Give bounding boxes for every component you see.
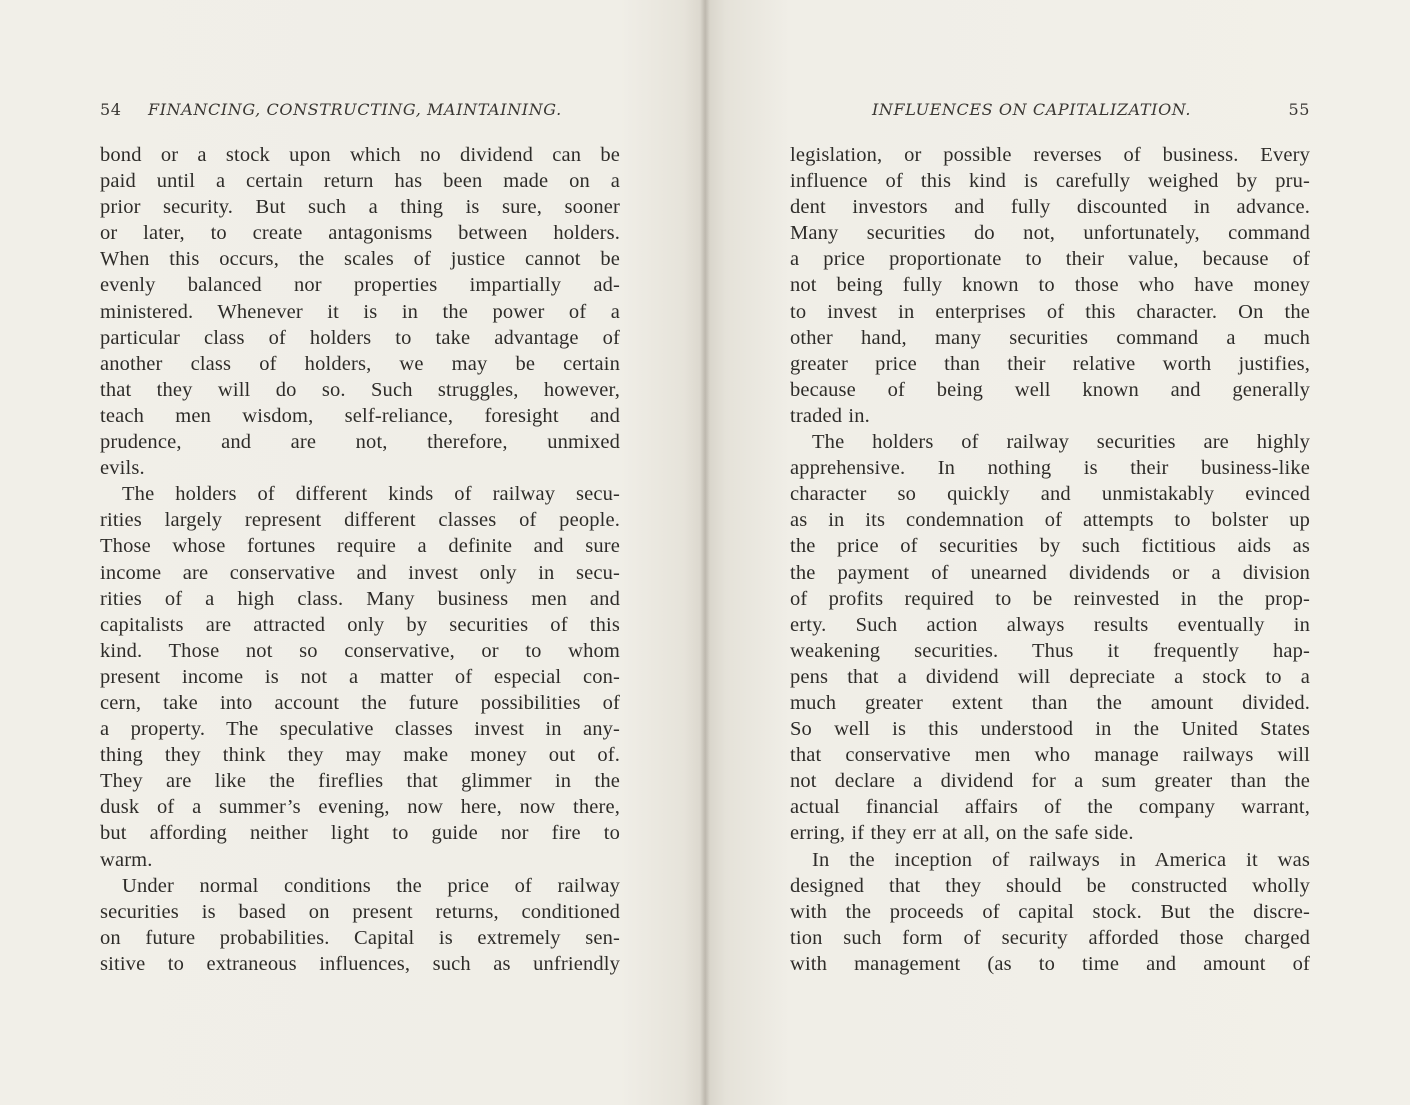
left-page-text	[100, 142, 620, 977]
text-line: as in its condemnation of attempts to bolster up	[790, 509, 1310, 532]
book-gutter	[700, 0, 710, 1105]
text-line: with the proceeds of capital stock. But the discre-	[790, 900, 1310, 923]
text-line: rities of a high class. Many business men and	[100, 587, 620, 610]
text-line: another class of holders, we may be certain	[100, 352, 620, 375]
left-running-head	[100, 100, 620, 124]
text-line: pens that a dividend will depreciate a stock to a	[790, 665, 1310, 688]
text-line: ministered. Whenever it is in the power of a	[100, 300, 620, 323]
text-line: securities is based on present returns, conditioned	[100, 900, 620, 923]
text-line: on future probabilities. Capital is extremely sen-	[100, 926, 620, 949]
text-line: They are like the fireflies that glimmer in the	[100, 770, 620, 793]
text-line: cern, take into account the future possibilities of	[100, 691, 620, 714]
text-line: other hand, many securities command a much	[790, 326, 1310, 349]
text-line: present income is not a matter of especial con-	[100, 665, 620, 688]
text-line: Many securities do not, unfortunately, command	[790, 222, 1310, 245]
text-line: a property. The speculative classes invest in any-	[100, 718, 620, 741]
text-line: character so quickly and unmistakably evinced	[790, 483, 1310, 506]
text-line: When this occurs, the scales of justice cannot be	[100, 248, 620, 271]
left-page-number: 54	[100, 100, 122, 119]
text-line: much greater extent than the amount divided.	[790, 691, 1310, 714]
text-line: with management (as to time and amount of	[790, 952, 1310, 975]
text-line: capitalists are attracted only by securities of this	[100, 613, 620, 636]
paragraph-start-line: The holders of different kinds of railway secu-	[122, 483, 620, 506]
text-line: because of being well known and generally	[790, 378, 1310, 401]
text-line: erty. Such action always results eventually in	[790, 613, 1310, 636]
text-line: kind. Those not so conservative, or to whom	[100, 639, 620, 662]
text-line: the price of securities by such fictitious aids as	[790, 535, 1310, 558]
left-running-title: FINANCING, CONSTRUCTING, MAINTAINING.	[148, 100, 562, 119]
right-running-title: INFLUENCES ON CAPITALIZATION.	[872, 100, 1192, 119]
text-line: sitive to extraneous influences, such as unfriendly	[100, 952, 620, 975]
text-line: that conservative men who manage railways will	[790, 744, 1310, 767]
right-page-text	[790, 142, 1310, 977]
paragraph-start-line: Under normal conditions the price of railway	[122, 874, 620, 897]
text-line: rities largely represent different classes of people.	[100, 509, 620, 532]
text-line: prior security. But such a thing is sure, sooner	[100, 196, 620, 219]
paragraph-start-line: The holders of railway securities are highly	[812, 431, 1310, 454]
right-page-number: 55	[1288, 100, 1310, 119]
text-line: of profits required to be reinvested in the prop-	[790, 587, 1310, 610]
text-line: that they will do so. Such struggles, however,	[100, 378, 620, 401]
text-line: thing they think they may make money out of.	[100, 744, 620, 767]
text-line: Those whose fortunes require a definite and sure	[100, 535, 620, 558]
right-running-head	[790, 100, 1310, 124]
text-line: prudence, and are not, therefore, unmixed	[100, 431, 620, 454]
text-line: teach men wisdom, self-reliance, foresight and	[100, 404, 620, 427]
text-line: or later, to create antagonisms between holders.	[100, 222, 620, 245]
text-line: a price proportionate to their value, because of	[790, 248, 1310, 271]
paragraph-start-line: In the inception of railways in America it was	[812, 848, 1310, 871]
text-line: traded in.	[790, 404, 870, 427]
right-page	[705, 0, 1410, 1105]
text-line: dusk of a summer’s evening, now here, now there,	[100, 796, 620, 819]
text-line: erring, if they err at all, on the safe side.	[790, 822, 1134, 845]
text-line: but affording neither light to guide nor fire to	[100, 822, 620, 845]
text-line: designed that they should be constructed wholly	[790, 874, 1310, 897]
text-line: actual financial affairs of the company warrant,	[790, 796, 1310, 819]
text-line: not being fully known to those who have money	[790, 274, 1310, 297]
text-line: evenly balanced nor properties impartially ad-	[100, 274, 620, 297]
text-line: to invest in enterprises of this character. On the	[790, 300, 1310, 323]
text-line: greater price than their relative worth justifies,	[790, 352, 1310, 375]
text-line: income are conservative and invest only in secu-	[100, 561, 620, 584]
text-line: warm.	[100, 848, 153, 871]
text-line: evils.	[100, 457, 145, 480]
text-line: tion such form of security afforded those charged	[790, 926, 1310, 949]
text-line: particular class of holders to take advantage of	[100, 326, 620, 349]
text-line: apprehensive. In nothing is their business-like	[790, 457, 1310, 480]
text-line: legislation, or possible reverses of business. Every	[790, 144, 1310, 166]
text-line: influence of this kind is carefully weighed by pru-	[790, 170, 1310, 193]
text-line: the payment of unearned dividends or a division	[790, 561, 1310, 584]
text-line: So well is this understood in the United States	[790, 718, 1310, 741]
text-line: weakening securities. Thus it frequently hap-	[790, 639, 1310, 662]
text-line: not declare a dividend for a sum greater than the	[790, 770, 1310, 793]
text-line: bond or a stock upon which no dividend can be	[100, 144, 620, 166]
text-line: dent investors and fully discounted in advance.	[790, 196, 1310, 219]
text-line: paid until a certain return has been made on a	[100, 170, 620, 193]
